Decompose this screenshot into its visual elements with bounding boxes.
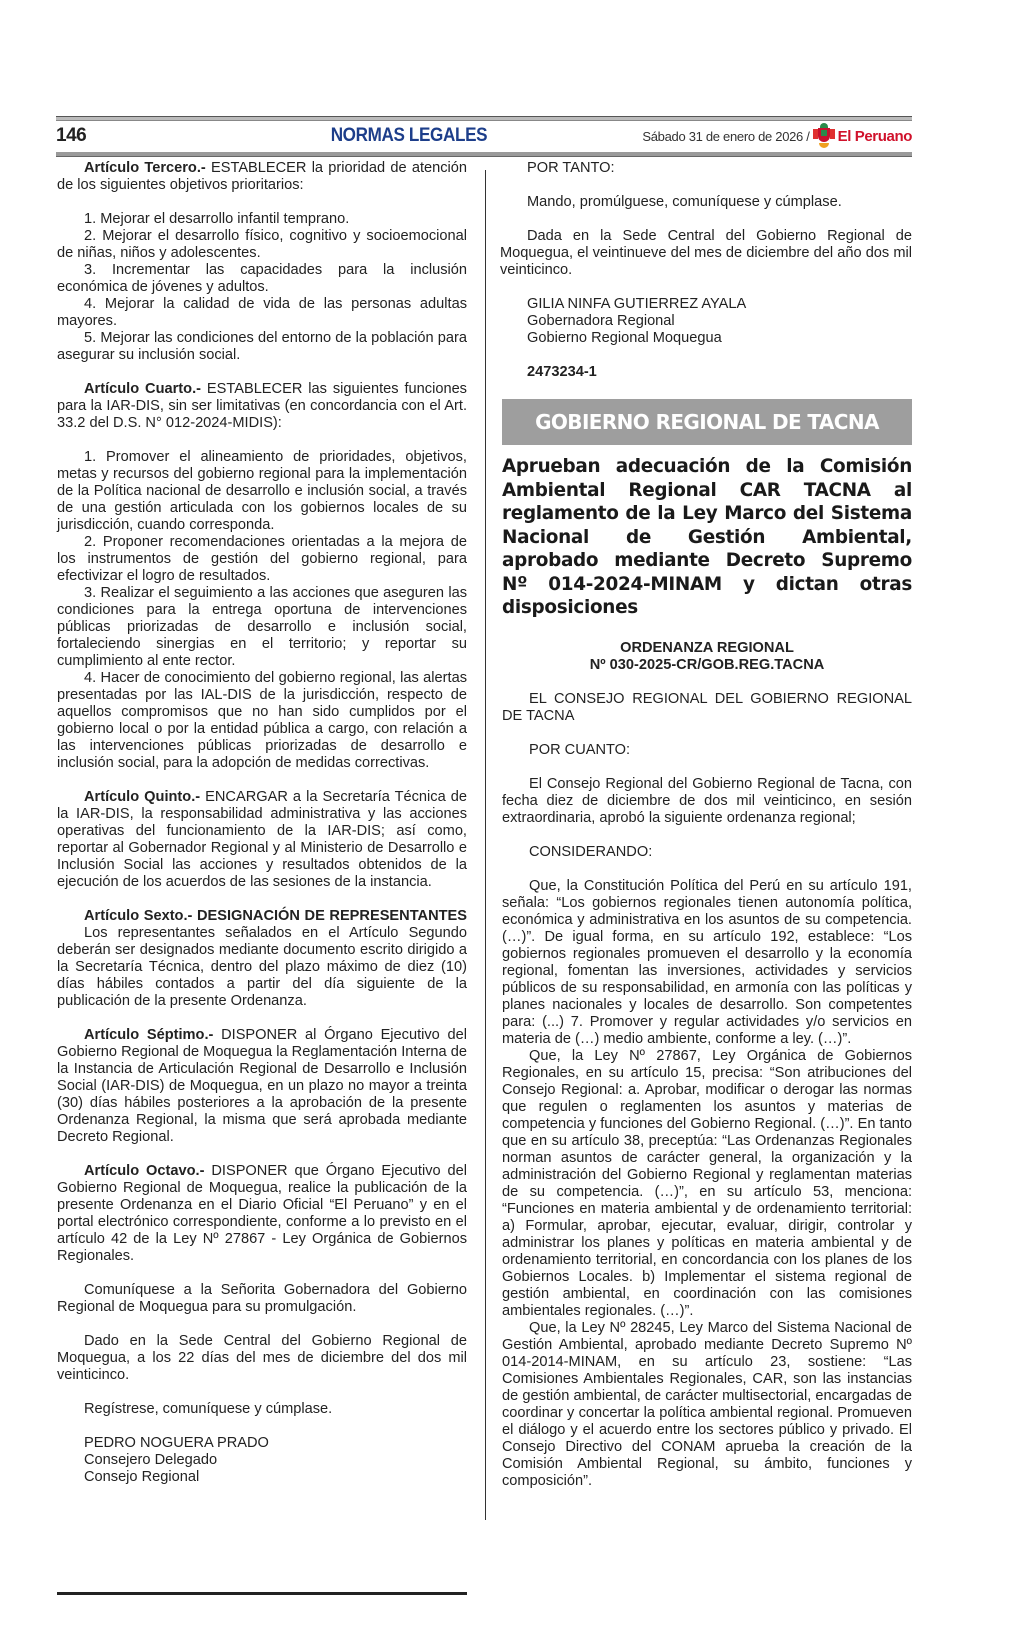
considerando: CONSIDERANDO: [529, 843, 653, 860]
header-top-rule [56, 116, 912, 121]
por-tanto: POR TANTO: [527, 160, 615, 176]
function-item: 4. Hacer de conocimiento del gobierno regional, las alertas presentadas por las IAL-DIS de la jurisdicción, respecto de aquellos compromisos que no han sido cumplidos por el gobierno local o por la entidad pública a cargo, con relación a las intervenciones públicas priorizadas de desarrollo e inclusión social, para la adopción de medidas correctivas. [57, 670, 467, 771]
objective-item: 1. Mejorar el desarrollo infantil temprano. [84, 211, 350, 227]
left-column [57, 160, 467, 1486]
header-date-brand [642, 123, 912, 149]
objective-item: 5. Mejorar las condiciones del entorno de la población para asegurar su inclusión social. [57, 330, 467, 363]
signatory-name: PEDRO NOGUERA PRADO [84, 1435, 269, 1451]
right-column [500, 160, 912, 1490]
signature-block [527, 296, 912, 347]
publication-id: 2473234-1 [527, 364, 597, 380]
article-fifth: Artículo Quinto.- ENCARGAR a la Secretaría Técnica de la IAR-DIS, la responsabilidad administrativa y las acciones operativas del funcionamiento de la IAR-DIS; así como, reportar al Gobernador Regional y al Ministerio de Desarrollo e Inclusión Social las acciones y resultados obtenidos de la ejecución de los acuerdos de las sesiones de la instancia. [57, 789, 467, 890]
objective-item: 4. Mejorar la calidad de vida de las personas adultas mayores. [57, 296, 467, 329]
considerando-paragraph: Que, la Constitución Política del Perú en su artículo 191, señala: “Los gobiernos regionales tienen autonomía política, económica y administrativa en los asuntos de su competencia. (…)”. De igual forma, en su artículo 192, establece: “Los gobiernos regionales promueven el desarrollo y la economía regional, fomentan las inversiones, actividades y servicios públicos de su responsabilidad, en armonía con las políticas y planes nacionales y locales de desarrollo. Son competentes para: (...) 7. Promover y regular actividades y/o servicios en materia de (…) medio ambiente, conforme a ley. (…)”. [502, 877, 912, 1047]
considerando-paragraph: Que, la Ley Nº 28245, Ley Marco del Sistema Nacional de Gestión Ambiental, aprobado mediante Decreto Supremo Nº 014-2014-MINAM, en su artículo 23, sostiene: “Las Comisiones Ambientales Regionales, CAR, son las instancias de gestión ambiental, de carácter multisectorial, encargadas de coordinar y concertar la política ambiental regional. Promueven el diálogo y el acuerdo entre los sectores público y privado. El Consejo Directivo del CONAM aprueba la creación de la Comisión Ambiental Regional, su ámbito, funciones y composición”. [502, 1319, 912, 1489]
objective-item: 2. Mejorar el desarrollo físico, cognitivo y socioemocional de niñas, niños y adolescentes. [57, 228, 467, 261]
function-item: 3. Realizar el seguimiento a las acciones que aseguren las condiciones para la entrega oportuna de intervenciones públicas priorizadas de desarrollo e inclusión social, fortaleciendo sinergias en el territorio; y reportar su cumplimiento al ente rector. [57, 585, 467, 669]
header-bottom-rule [56, 152, 912, 157]
signature-block [57, 1435, 467, 1486]
column-end-rule [57, 1592, 467, 1595]
page-number: 146 [56, 125, 87, 146]
article-fourth: Artículo Cuarto.- ESTABLECER las siguientes funciones para la IAR-DIS, sin ser limitativas (en concordancia con el Art. 33.2 del D.S. N° 012-2024-MIDIS): [57, 381, 467, 431]
ordinance-number: Nº 030-2025-CR/GOB.REG.TACNA [589, 656, 825, 673]
article-headline: Aprueban adecuación de la Comisión Ambiental Regional CAR TACNA al reglamento de la Ley Marco del Sistema Nacional de Gestión Ambiental, aprobado mediante Decreto Supremo Nº 014-2024-MINAM y dictan otras disposiciones [502, 456, 912, 618]
article-third: Artículo Tercero.- ESTABLECER la prioridad de atención de los siguientes objetivos prioritarios: [57, 160, 467, 193]
council-line: EL CONSEJO REGIONAL DEL GOBIERNO REGIONAL DE TACNA [502, 690, 912, 724]
por-cuanto: POR CUANTO: [529, 741, 631, 758]
ordinance-title: ORDENANZA REGIONAL Nº 030-2025-CR/GOB.REG.TACNA [502, 640, 912, 674]
section-banner: GOBIERNO REGIONAL DE TACNA [502, 399, 912, 445]
signatory-org: Consejo Regional [84, 1469, 200, 1485]
signatory-name: GILIA NINFA GUTIERREZ AYALA [527, 296, 747, 312]
communication-clause: Comuníquese a la Señorita Gobernadora del Gobierno Regional de Moquegua para su promulgación. [57, 1282, 467, 1315]
article-sixth-heading: Artículo Sexto.- DESIGNACIÓN DE REPRESENTANTES [84, 908, 467, 924]
mando-clause: Mando, promúlguese, comuníquese y cúmplase. [527, 194, 842, 210]
article-eighth: Artículo Octavo.- DISPONER que Órgano Ejecutivo del Gobierno Regional de Moquegua, realice la publicación de la presente Ordenanza en el Diario Oficial “El Peruano” y en el portal electrónico correspondiente, conforme a lo previsto en el artículo 42 de la Ley Nº 27867 - Ley Orgánica de Gobiernos Regionales. [57, 1163, 468, 1264]
signatory-role: Gobernadora Regional [527, 313, 675, 329]
given-clause: Dada en la Sede Central del Gobierno Regional de Moquegua, el veintinueve del mes de diciembre del año dos mil veinticinco. [500, 228, 912, 278]
function-item: 1. Promover el alineamiento de prioridades, objetivos, metas y recursos del gobierno regional para la implementación de la Política nacional de desarrollo e inclusión social, a través de una gestión articulada con los gobiernos locales de su jurisdicción, cuando corresponda. [57, 449, 467, 533]
ordinance-body [502, 674, 912, 1490]
signatory-org: Gobierno Regional Moquegua [527, 330, 722, 346]
column-divider [485, 170, 486, 1520]
considerando-paragraph: Que, la Ley Nº 27867, Ley Orgánica de Gobiernos Regionales, en su artículo 15, precisa: “Son atribuciones del Consejo Regional: a. Aprobar, modificar o derogar las normas que regulen o reglamenten los asuntos y materias de competencia y funciones del Gobierno Regional. (…)”. En tanto que en su artículo 38, preceptúa: “Las Ordenanzas Regionales norman asuntos de carácter general, la organización y la administración del Gobierno Regional y reglamentan materias de su competencia. (…)”, en su artículo 53, menciona: “Funciones en materia ambiental y de ordenamiento territorial: a) Formular, aprobar, ejecutar, evaluar, dirigir, controlar y administrar los planes y políticas en materia ambiental y de ordenamiento territorial, en concordancia con los planes de los Gobiernos Locales. b) Implementar el sistema regional de gestión ambiental, en coordinación con las comisiones ambientales regionales. (…)”. [502, 1047, 912, 1319]
section-title: NORMAS LEGALES [330, 125, 488, 146]
register-clause: Regístrese, comuníquese y cúmplase. [84, 1401, 333, 1417]
function-item: 2. Proponer recomendaciones orientadas a la mejora de los instrumentos de gestión del gobierno regional, para efectivizar el logro de resultados. [57, 534, 467, 584]
article-seventh: Artículo Séptimo.- DISPONER al Órgano Ejecutivo del Gobierno Regional de Moquegua la Reglamentación Interna de la Instancia de Articulación Regional de Desarrollo e Inclusión Social (IAR-DIS) de Moquegua, en un plazo no mayor a treinta (30) días hábiles posteriores a la aprobación de la presente Ordenanza Regional, la misma que será aprobada mediante Decreto Regional. [57, 1027, 467, 1145]
given-clause: Dado en la Sede Central del Gobierno Regional de Moquegua, a los 22 días del mes de diciembre del dos mil veinticinco. [57, 1333, 467, 1383]
peru-coat-of-arms-icon [813, 123, 835, 149]
publication-date: Sábado 31 de enero de 2026 / [642, 128, 810, 144]
intro-paragraph: El Consejo Regional del Gobierno Regional de Tacna, con fecha diez de diciembre de dos mil veinticinco, en sesión extraordinaria, aprobó la siguiente ordenanza regional; [502, 775, 912, 826]
newspaper-brand: El Peruano [837, 127, 912, 145]
page-header [56, 122, 912, 150]
article-sixth-text: Los representantes señalados en el Artículo Segundo deberán ser designados mediante documento escrito dirigido a la Secretaría Técnica, dentro del plazo máximo de diez (10) días hábiles contados a partir del día siguiente de la publicación de la presente Ordenanza. [57, 925, 467, 1009]
signatory-role: Consejero Delegado [84, 1452, 218, 1468]
objective-item: 3. Incrementar las capacidades para la inclusión económica de jóvenes y adultos. [57, 262, 467, 295]
